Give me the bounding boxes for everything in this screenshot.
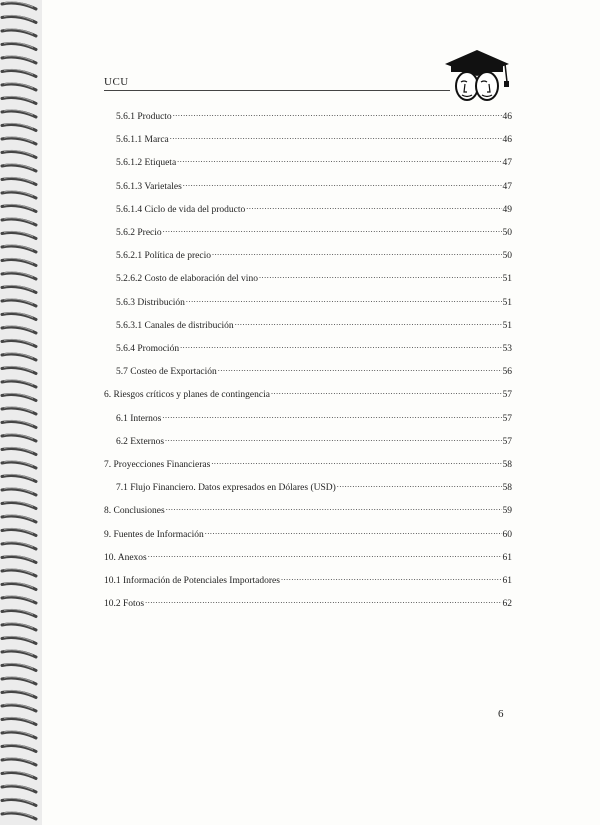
toc-entry [104,503,512,517]
toc-leader-dots [212,248,502,258]
toc-entry [116,248,512,262]
toc-leader-dots [180,341,501,351]
toc-entry-page-number: 51 [502,320,512,331]
toc-entry [116,480,512,494]
toc-entry-page-number: 61 [502,576,512,586]
toc-leader-dots [148,550,502,560]
toc-entry [104,527,512,541]
toc-entry-page-number: 51 [502,274,512,285]
toc-leader-dots [145,596,501,606]
toc-entry [104,457,512,471]
toc-entry-label: 5.6.2 Precio [116,228,162,238]
toc-entry-label: 10.1 Información de Potenciales Importadores [104,576,280,586]
toc-entry-label: 5.6.3.1 Canales de distribución [116,320,234,331]
toc-entry-label: 7.1 Flujo Financiero. Datos expresados en Dólares (USD) [116,483,336,494]
toc-entry-label: 8. Conclusiones [104,506,165,517]
toc-entry-page-number: 46 [502,135,512,146]
toc-entry-label: 9. Fuentes de Información [104,529,204,540]
toc-entry-page-number: 60 [502,529,512,540]
spiral-binding [0,0,42,825]
toc-entry [104,387,512,401]
toc-entry-label: 6.1 Internos [116,413,162,424]
toc-entry [104,550,512,564]
toc-leader-dots [218,364,502,374]
toc-entry [116,271,512,285]
toc-entry-label: 5.6.1.1 Marca [116,135,169,146]
toc-entry-label: 6. Riesgos críticos y planes de contingencia [104,390,270,401]
toc-entry-label: 5.7 Costeo de Exportación [116,367,217,378]
toc-entry-label: 5.6.4 Promoción [116,344,180,354]
toc-leader-dots [235,318,502,328]
toc-entry-label: 5.6.1 Producto [116,112,172,122]
toc-entry-label: 5.6.1.2 Etiqueta [116,158,177,169]
toc-leader-dots [166,503,502,513]
toc-entry-page-number: 56 [502,367,512,378]
toc-entry-page-number: 57 [502,413,512,424]
toc-entry-page-number: 49 [502,204,512,215]
toc-entry-label: 5.6.1.4 Ciclo de vida del producto [116,204,246,215]
toc-entry-page-number: 47 [502,181,512,192]
table-of-contents [104,0,512,825]
toc-leader-dots [337,480,502,490]
toc-entry-page-number: 58 [502,460,512,470]
toc-leader-dots [205,527,502,537]
toc-entry-page-number: 53 [502,344,512,354]
toc-entry [116,318,512,332]
toc-entry [116,155,512,169]
toc-leader-dots [246,202,501,212]
toc-entry-page-number: 51 [502,297,512,308]
toc-entry-label: 10. Anexos [104,552,147,563]
toc-entry-label: 5.6.1.3 Varietales [116,181,182,192]
toc-entry-label: 5.2.6.2 Costo de elaboración del vino [116,274,258,285]
toc-leader-dots [281,573,502,583]
toc-leader-dots [211,457,501,467]
toc-entry [116,202,512,216]
toc-entry-label: 5.6.3 Distribución [116,297,185,308]
toc-entry-page-number: 59 [502,506,512,517]
toc-entry [116,341,512,355]
toc-entry-page-number: 50 [502,251,512,262]
toc-entry [104,596,512,610]
toc-entry [116,225,512,239]
toc-entry [116,179,512,193]
toc-entry [116,411,512,425]
toc-entry-page-number: 58 [502,483,512,494]
toc-leader-dots [165,434,501,444]
toc-entry-label: 7. Proyecciones Financieras [104,460,211,470]
toc-entry-page-number: 57 [502,436,512,447]
toc-entry-label: 6.2 Externos [116,436,165,447]
toc-entry [116,295,512,309]
toc-entry-label: 5.6.2.1 Política de precio [116,251,211,262]
toc-entry-page-number: 62 [502,599,512,610]
toc-leader-dots [163,225,502,235]
toc-entry [116,364,512,378]
toc-leader-dots [173,109,502,119]
toc-leader-dots [271,387,502,397]
toc-leader-dots [177,155,501,165]
toc-leader-dots [162,411,501,421]
toc-entry [116,109,512,123]
page-number: 6 [498,708,504,720]
toc-leader-dots [186,295,502,305]
toc-entry [104,573,512,587]
toc-entry [116,132,512,146]
toc-entry-label: 10.2 Fotos [104,599,145,610]
toc-entry-page-number: 46 [502,112,512,122]
toc-leader-dots [259,271,502,281]
header-title: UCU [104,76,129,88]
toc-entry [116,434,512,448]
toc-leader-dots [183,179,502,189]
toc-entry-page-number: 47 [502,158,512,169]
toc-entry-page-number: 61 [502,552,512,563]
toc-entry-page-number: 57 [502,390,512,401]
toc-entry-page-number: 50 [502,228,512,238]
toc-leader-dots [170,132,502,142]
